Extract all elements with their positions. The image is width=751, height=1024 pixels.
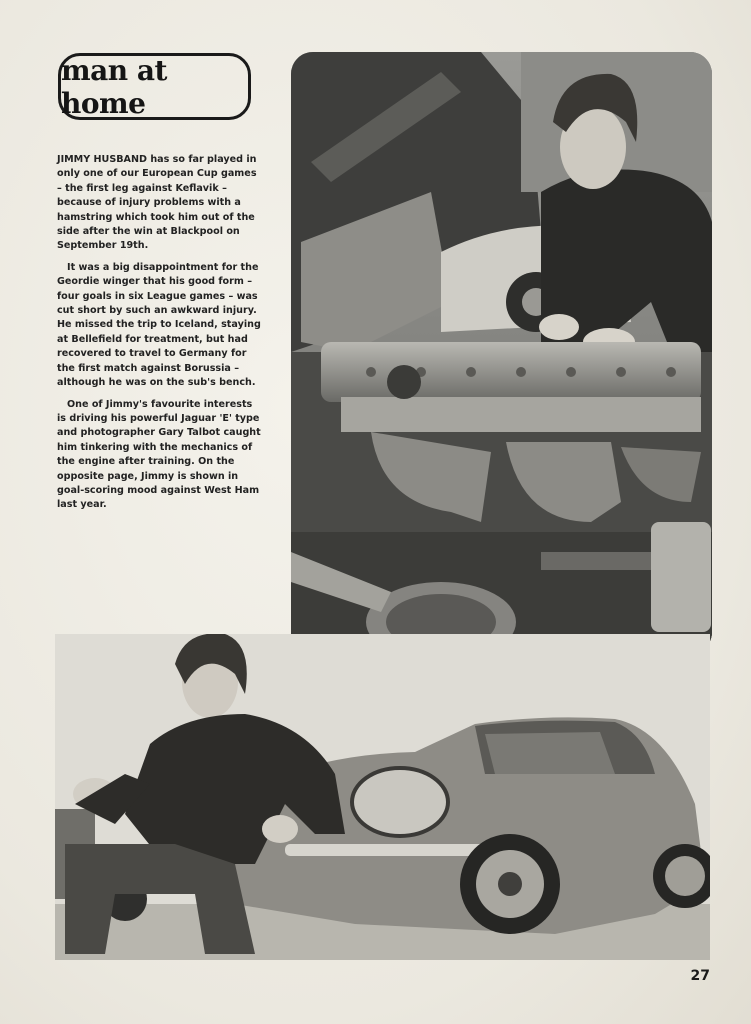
lead-name: JIMMY HUSBAND [57,154,147,165]
article-paragraph-3: One of Jimmy's favourite interests is driving his powerful Jaguar 'E' type and photographer Gary Talbot caught him tinkering with the mechanics of the engine after training. On the opposite page, Jimmy is shown in goal-scoring mood against West Ham last year. [57,398,261,511]
page-number: 27 [690,968,710,984]
car-photo [55,634,710,960]
section-title: man at home [61,53,167,120]
article-body [57,153,262,520]
car-photo-icon [55,634,710,960]
engine-photo [291,52,712,654]
article-paragraph-2: It was a big disappointment for the Geordie winger that his good form – four goals in six League games – was cut short by such an awkward injury. He missed the trip to Iceland, staying at Bellefield for treatment, but had recovered to travel to Germany for the first match against Borussia – although he was on the sub's bench. [57,261,261,389]
paragraph-1-text: has so far played in only one of our European Cup games – the first leg against Keflavik – because of injury problems with a hamstring which took him out of the side after the win at Blackpool on September 19th. [57,154,257,252]
article-paragraph-1 [57,153,262,254]
section-title-box [58,53,251,120]
engine-photo-icon [291,52,712,654]
